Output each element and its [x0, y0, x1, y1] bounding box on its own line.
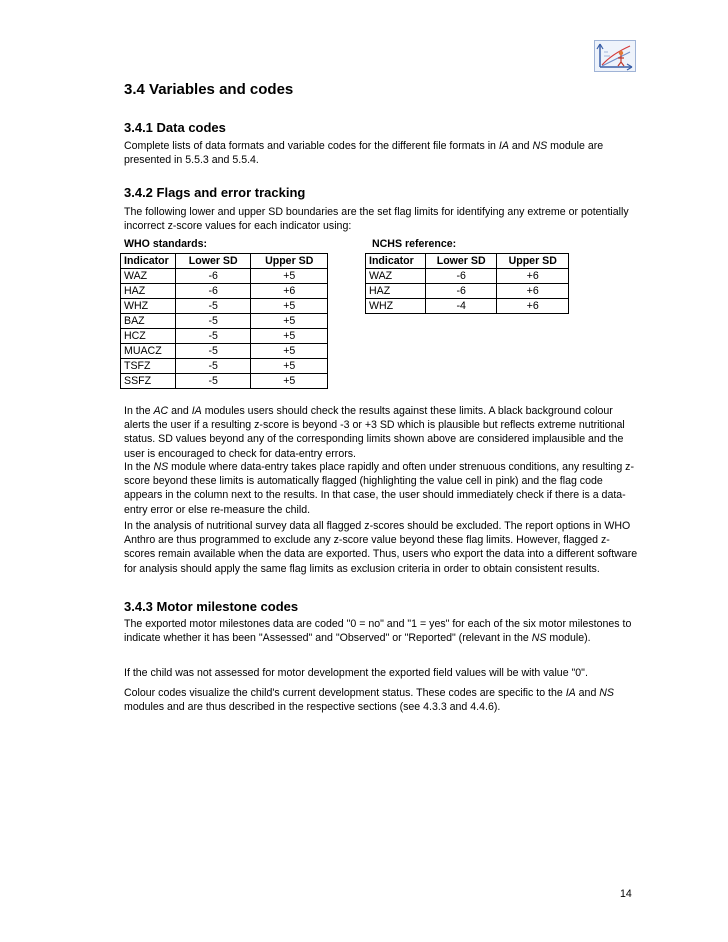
text-run: IA	[565, 687, 576, 699]
text-run: NS	[531, 632, 547, 645]
paragraph-ns-module	[124, 460, 640, 517]
lower-sd-cell: -5	[175, 344, 251, 359]
column-header: Upper SD	[251, 254, 328, 269]
upper-sd-cell: +5	[251, 329, 328, 344]
text-run: AC	[153, 405, 169, 417]
text-run: and	[168, 405, 192, 417]
text-run: IA	[191, 405, 202, 417]
who-header-row	[121, 254, 328, 269]
who-standards-caption: WHO standards:	[124, 238, 207, 250]
indicator-cell: SSFZ	[121, 374, 176, 389]
table-row	[121, 374, 328, 389]
column-header: Indicator	[366, 254, 426, 269]
upper-sd-cell: +6	[251, 284, 328, 299]
upper-sd-cell: +6	[497, 284, 569, 299]
text-run: and	[508, 140, 533, 152]
lower-sd-cell: -6	[425, 284, 497, 299]
table-row	[121, 359, 328, 374]
lower-sd-cell: -5	[175, 329, 251, 344]
table-row	[366, 299, 569, 314]
text-run: and	[575, 687, 600, 699]
text-run: modules and are thus described in the respective sections (see 4.3.3 and 4.4.6).	[124, 701, 501, 714]
lower-sd-cell: -4	[425, 299, 497, 314]
who-anthro-logo	[594, 40, 636, 72]
text-run: NS	[532, 140, 548, 152]
indicator-cell: BAZ	[121, 314, 176, 329]
upper-sd-cell: +6	[497, 269, 569, 284]
column-header: Lower SD	[175, 254, 251, 269]
text-run: NS	[153, 461, 169, 473]
text-run: The exported motor milestones data are coded "0 = no" and "1 = yes" for each of the six motor milestones to indicate whether it has been "Assessed" and "Observed" or "Reported" (relevant in the	[124, 618, 632, 645]
upper-sd-cell: +5	[251, 269, 328, 284]
text-run: In the	[124, 405, 154, 417]
text-run: IA	[498, 140, 509, 152]
upper-sd-cell: +5	[251, 314, 328, 329]
indicator-cell: MUACZ	[121, 344, 176, 359]
indicator-cell: HAZ	[121, 284, 176, 299]
table-row	[366, 284, 569, 299]
text-run: Complete lists of data formats and variable codes for the different file formats in	[124, 140, 499, 152]
text-run: In the analysis of nutritional survey data all flagged z-scores should be excluded. The report options in WHO Anthro are thus programmed to exclude any z-score value beyond these flag limits. However, flagged z-scores remain available when the data are exported. Thus, users who export the data into a different software for analysis should apply the same flag limits as exclusion criteria in order to obtain consistent results.	[124, 520, 638, 575]
table-row	[121, 314, 328, 329]
paragraph-not-assessed	[124, 666, 640, 680]
column-header: Upper SD	[497, 254, 569, 269]
paragraph-ac-ia-modules	[124, 404, 640, 461]
subsection-title-motor-milestones: 3.4.3 Motor milestone codes	[124, 599, 299, 614]
indicator-cell: HAZ	[366, 284, 426, 299]
upper-sd-cell: +5	[251, 344, 328, 359]
upper-sd-cell: +5	[251, 374, 328, 389]
indicator-cell: WAZ	[366, 269, 426, 284]
paragraph-flags-intro: The following lower and upper SD boundaries are the set flag limits for identifying any extreme or potentially incorrect z-score values for each indicator using:	[124, 206, 629, 233]
subsection-title-data-codes: 3.4.1 Data codes	[124, 120, 226, 135]
table-row	[366, 269, 569, 284]
paragraph-colour-codes	[124, 686, 640, 714]
lower-sd-cell: -5	[175, 299, 251, 314]
table-row	[121, 344, 328, 359]
text-run: module where data-entry takes place rapidly and often under strenuous conditions, any resulting z-score beyond these limits is automatically flagged (highlighting the value cell in pink) and the flag code appears in the column next to the results. In that case, the user should immediately check if there is a data-entry error or else re-measure the child.	[124, 461, 634, 516]
text-run: module are presented in 5.5.3 and 5.5.4.	[124, 140, 604, 167]
section-title: 3.4 Variables and codes	[124, 81, 294, 98]
lower-sd-cell: -6	[175, 269, 251, 284]
indicator-cell: WHZ	[366, 299, 426, 314]
table-row	[121, 299, 328, 314]
indicator-cell: HCZ	[121, 329, 176, 344]
subsection-title-flags: 3.4.2 Flags and error tracking	[124, 185, 306, 200]
upper-sd-cell: +5	[251, 359, 328, 374]
indicator-cell: WHZ	[121, 299, 176, 314]
upper-sd-cell: +6	[497, 299, 569, 314]
table-row	[121, 269, 328, 284]
lower-sd-cell: -5	[175, 374, 251, 389]
text-run: module).	[546, 632, 591, 645]
table-row	[121, 329, 328, 344]
nchs-flag-limits-table	[365, 253, 569, 314]
paragraph-data-codes	[124, 139, 640, 167]
lower-sd-cell: -5	[175, 359, 251, 374]
column-header: Indicator	[121, 254, 176, 269]
lower-sd-cell: -6	[425, 269, 497, 284]
who-flag-limits-table	[120, 253, 328, 389]
text-run: Colour codes visualize the child's current development status. These codes are specific to the	[124, 687, 566, 699]
text-run: modules users should check the results against these limits. A black background colour alerts the user if a resulting z-score is beyond -3 or +3 SD which is plausible but reflects extreme nutritional status. SD values beyond any of the corresponding limits shown above are considered implausible and the user is encouraged to check for data-entry errors.	[124, 405, 625, 460]
nchs-reference-caption: NCHS reference:	[372, 238, 457, 250]
upper-sd-cell: +5	[251, 299, 328, 314]
lower-sd-cell: -5	[175, 314, 251, 329]
paragraph-motor-coding	[124, 617, 640, 645]
paragraph-analysis	[124, 519, 640, 576]
column-header: Lower SD	[425, 254, 497, 269]
text-run: In the	[124, 461, 154, 473]
indicator-cell: TSFZ	[121, 359, 176, 374]
nchs-header-row	[366, 254, 569, 269]
table-row	[121, 284, 328, 299]
indicator-cell: WAZ	[121, 269, 176, 284]
text-run: NS	[599, 687, 614, 699]
lower-sd-cell: -6	[175, 284, 251, 299]
text-run: If the child was not assessed for motor development the exported field values will be with value "0".	[124, 667, 588, 679]
page-number: 14	[620, 888, 632, 900]
